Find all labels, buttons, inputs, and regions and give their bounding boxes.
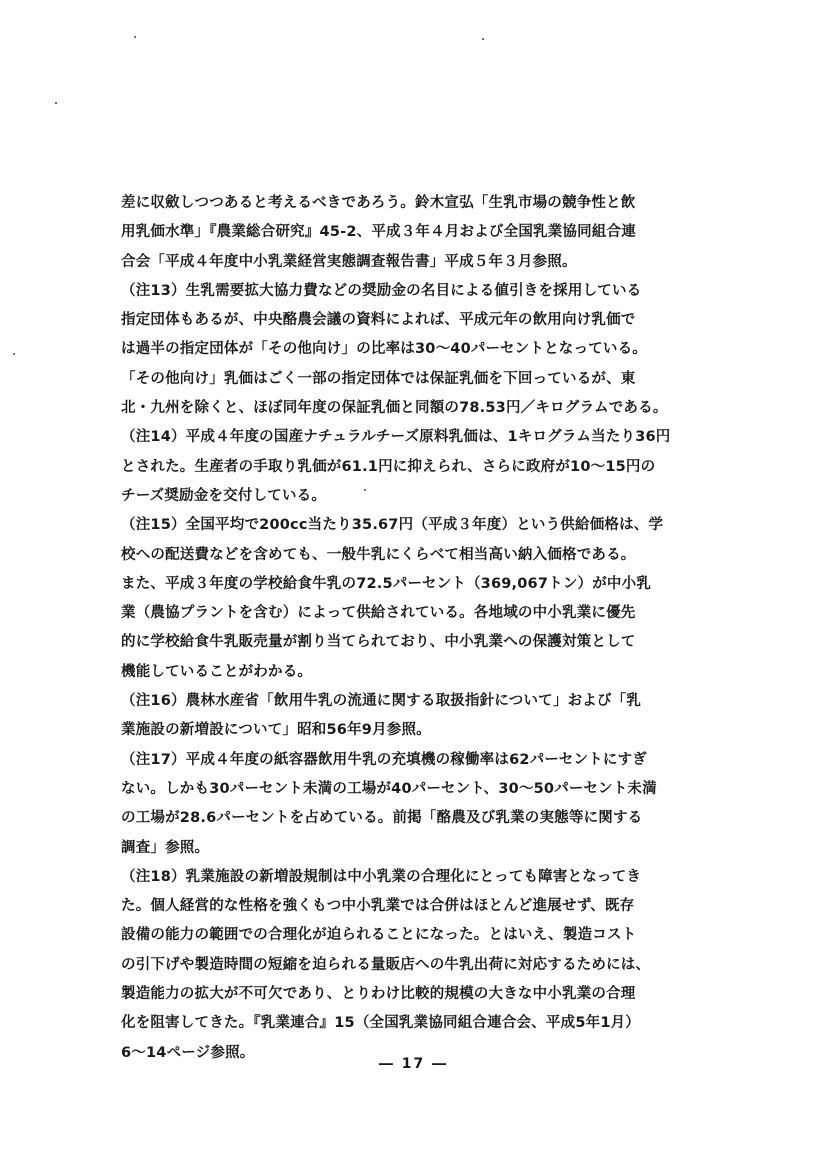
text-line: 設備の能力の範囲での合理化が迫られることになった。とはいえ、製造コスト [121, 927, 637, 944]
scan-speck [134, 36, 136, 38]
note-14-line: （注14）平成４年度の国産ナチュラルチーズ原料乳価は、1キログラム当たり36円 [121, 429, 671, 446]
text-line: 業施設の新増設について」昭和56年9月参照。 [121, 722, 431, 739]
text-line: 6～14ページ参照。 [121, 1044, 255, 1061]
text-line: 合会「平成４年度中小乳業経営実態調査報告書」平成５年３月参照。 [121, 253, 577, 270]
text-line: 的に学校給食牛乳販売量が割り当てられており、中小乳業への保護対策として [121, 634, 636, 651]
text-line: は過半の指定団体が「その他向け」の比率は30～40パーセントとなっている。 [121, 341, 647, 358]
page-number: ― 17 ― [378, 1056, 449, 1072]
text-line: た。個人経営的な性格を強くもつ中小乳業では合併はほとんど進展せず、既存 [121, 898, 635, 915]
note-16-line: （注16）農林水産省「飲用牛乳の流通に関する取扱指針について」および「乳 [121, 693, 642, 710]
scan-speck [55, 102, 57, 104]
text-line: ない。しかも30パーセント未満の工場が40パーセント、30～50パーセント未満 [121, 780, 657, 797]
text-line: 化を阻害してきた。『乳業連合』15（全国乳業協同組合連合会、平成5年1月） [121, 1015, 641, 1032]
text-line: の引下げや製造時間の短縮を迫られる量販店への牛乳出荷に対応するためには、 [121, 956, 651, 973]
text-line: 用乳価水準」『農業総合研究』45-2、平成３年４月および全国乳業協同組合連 [121, 224, 636, 241]
text-line: 製造能力の拡大が不可欠であり、とりわけ比較的規模の大きな中小乳業の合理 [121, 986, 636, 1003]
text-line: の工場が28.6パーセントを占めている。前掲「酪農及び乳業の実態等に関する [121, 810, 643, 827]
note-18-line: （注18）乳業施設の新増設規制は中小乳業の合理化にとっても障害となってき [121, 868, 642, 885]
text-line: 機能していることがわかる。 [121, 663, 313, 680]
text-line: 「その他向け」乳価はごく一部の指定団体では保証乳価を下回っているが、東 [121, 370, 636, 387]
text-line: 調査」参照。 [121, 839, 210, 856]
text-line: チーズ奨励金を交付している。 [121, 487, 327, 504]
body-text [121, 189, 721, 1068]
text-line: 差に収斂しつつあると考えるべきであろう。鈴木宣弘「生乳市場の競争性と飲 [121, 195, 636, 211]
scan-speck [482, 38, 484, 40]
note-13-line: （注13）生乳需要拡大協力費などの奨励金の名目による値引きを採用している [121, 282, 642, 299]
note-17-line: （注17）平成４年度の紙容器飲用牛乳の充填機の稼働率は62パーセントにすぎ [121, 751, 647, 768]
text-line: 指定団体もあるが、中央酪農会議の資料によれば、平成元年の飲用向け乳価で [121, 312, 636, 329]
text-line: とされた。生産者の手取り乳価が61.1円に抑えられ、さらに政府が10～15円の [121, 458, 656, 475]
text-line: 校への配送費などを含めても、一般牛乳にくらべて相当高い納入価格である。 [121, 546, 636, 563]
text-line: また、平成３年度の学校給食牛乳の72.5パーセント（369,067トン）が中小乳 [121, 575, 652, 592]
scan-speck [13, 353, 15, 355]
text-line: 業（農協プラントを含む）によって供給されている。各地域の中小乳業に優先 [121, 605, 636, 622]
text-line: 北・九州を除くと、ほぼ同年度の保証乳価と同額の78.53円／キログラムである。 [121, 400, 668, 417]
note-15-line: （注15）全国平均で200cc当たり35.67円（平成３年度）という供給価格は、学 [121, 517, 664, 534]
